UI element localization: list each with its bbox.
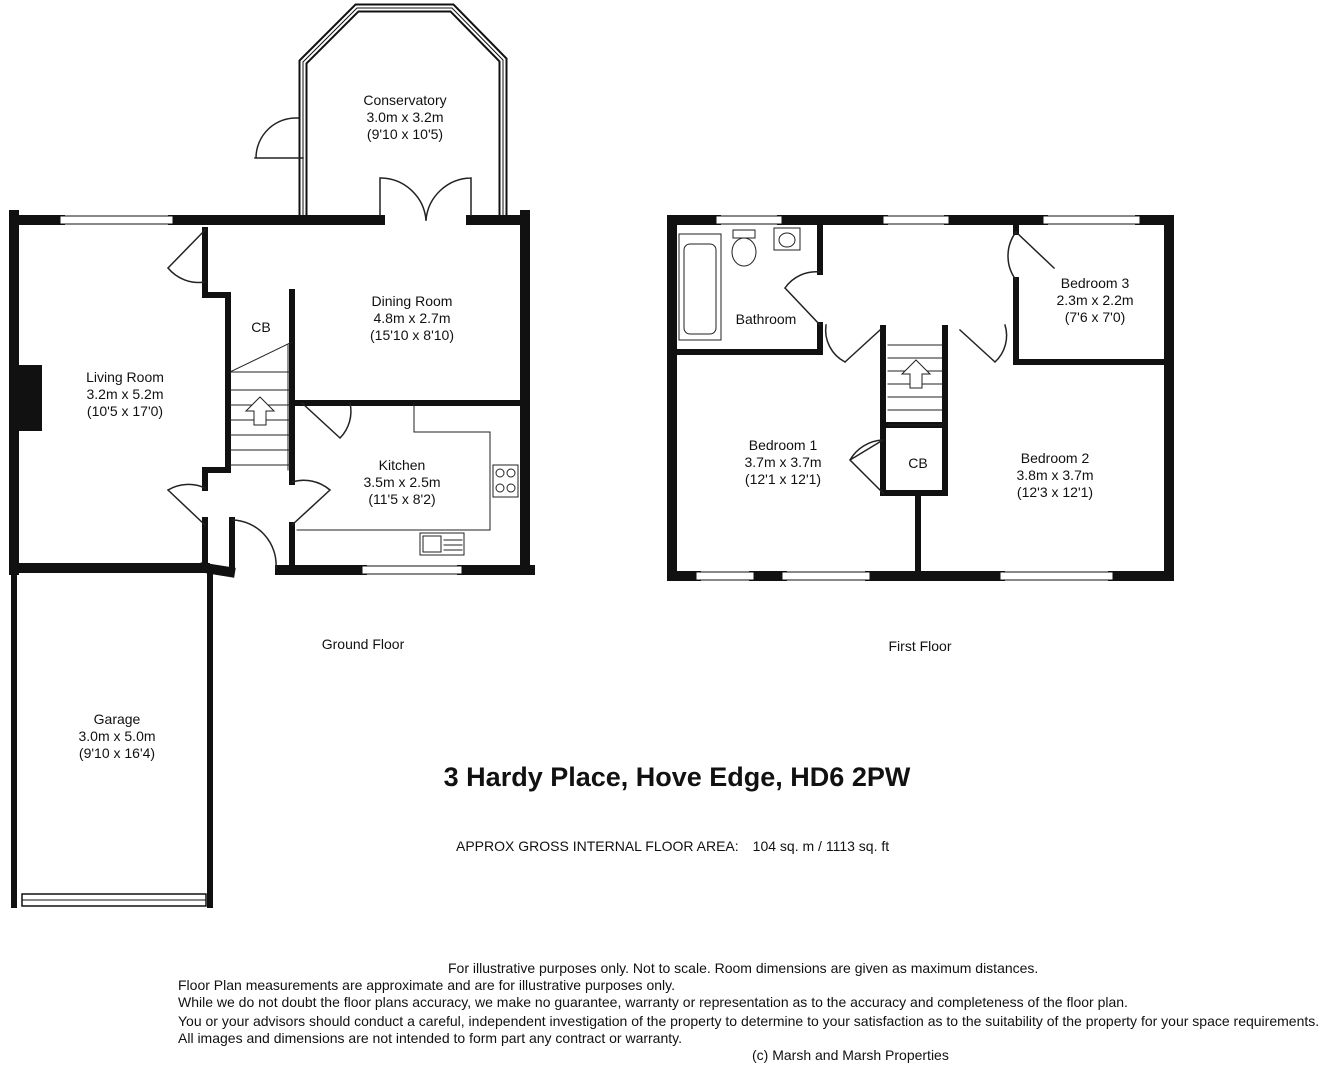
room-name: Bathroom xyxy=(735,311,797,327)
room-label-bedroom3 xyxy=(1056,275,1133,326)
ground-door-swings xyxy=(168,178,471,568)
room-name: Dining Room xyxy=(371,293,453,309)
first-floor-plan xyxy=(672,216,1169,580)
room-label-living xyxy=(86,369,164,420)
room-imperial: (11'5 x 8'2) xyxy=(368,491,436,507)
room-name: Bedroom 2 xyxy=(1020,450,1090,466)
floor-area-summary xyxy=(456,838,889,854)
room-name: Kitchen xyxy=(378,457,426,473)
room-metric: 3.7m x 3.7m xyxy=(744,454,822,470)
room-imperial: (9'10 x 10'5) xyxy=(366,126,444,142)
copyright: (c) Marsh and Marsh Properties xyxy=(752,1047,949,1063)
room-metric: 3.0m x 5.0m xyxy=(78,728,156,744)
door-swing xyxy=(255,118,303,158)
room-metric: 3.2m x 5.2m xyxy=(86,386,164,402)
fireplace xyxy=(18,365,42,431)
room-imperial: (9'10 x 16'4) xyxy=(78,745,156,761)
room-label-bathroom xyxy=(736,311,797,328)
disclaimer-line: All images and dimensions are not intended to form part any contract or warranty. xyxy=(178,1030,682,1046)
room-imperial: (7'6 x 7'0) xyxy=(1064,309,1126,325)
room-label-bedroom2 xyxy=(1016,450,1093,501)
floor-area-label: APPROX GROSS INTERNAL FLOOR AREA: xyxy=(456,838,739,854)
room-name: Garage xyxy=(93,711,141,727)
room-imperial: (12'1 x 12'1) xyxy=(744,471,822,487)
floor-area-imperial: / 1113 sq. ft xyxy=(818,838,890,854)
cupboard-label-first: CB xyxy=(908,455,928,471)
room-name: Living Room xyxy=(86,369,164,385)
room-name: Bedroom 3 xyxy=(1060,275,1130,291)
room-imperial: (10'5 x 17'0) xyxy=(86,403,164,419)
room-label-conservatory xyxy=(363,92,446,143)
disclaimer-line: While we do not doubt the floor plans accuracy, we make no guarantee, warranty or representation as to the accuracy and completeness of the floor plan. xyxy=(178,994,1128,1010)
cupboard-label-ground: CB xyxy=(251,319,271,335)
room-label-garage xyxy=(78,711,155,762)
room-name: Conservatory xyxy=(363,92,447,108)
floor-area-metric: 104 sq. m xyxy=(752,838,815,854)
disclaimer-line: For illustrative purposes only. Not to scale. Room dimensions are given as maximum distances. xyxy=(448,960,1039,976)
room-imperial: (15'10 x 8'10) xyxy=(370,327,454,343)
room-metric: 3.8m x 3.7m xyxy=(1016,467,1094,483)
room-imperial: (12'3 x 12'1) xyxy=(1016,484,1094,500)
room-metric: 3.5m x 2.5m xyxy=(363,474,441,490)
room-metric: 4.8m x 2.7m xyxy=(373,310,451,326)
room-label-bedroom1 xyxy=(744,437,821,488)
disclaimer-line: You or your advisors should conduct a careful, independent investigation of the property to determine to your satisfaction as to the suitability of the property for your space requirements. xyxy=(178,1013,1320,1029)
floor-label-first: First Floor xyxy=(888,638,952,654)
room-name: Bedroom 1 xyxy=(748,437,818,453)
room-metric: 3.0m x 3.2m xyxy=(366,109,444,125)
room-label-kitchen xyxy=(363,457,440,508)
property-address-title: 3 Hardy Place, Hove Edge, HD6 2PW xyxy=(443,762,911,792)
stairs-arrow-icon xyxy=(246,397,274,425)
room-label-dining xyxy=(370,293,454,344)
disclaimer-line: Floor Plan measurements are approximate and are for illustrative purposes only. xyxy=(178,977,675,993)
room-metric: 2.3m x 2.2m xyxy=(1056,292,1134,308)
floor-label-ground: Ground Floor xyxy=(321,636,405,652)
